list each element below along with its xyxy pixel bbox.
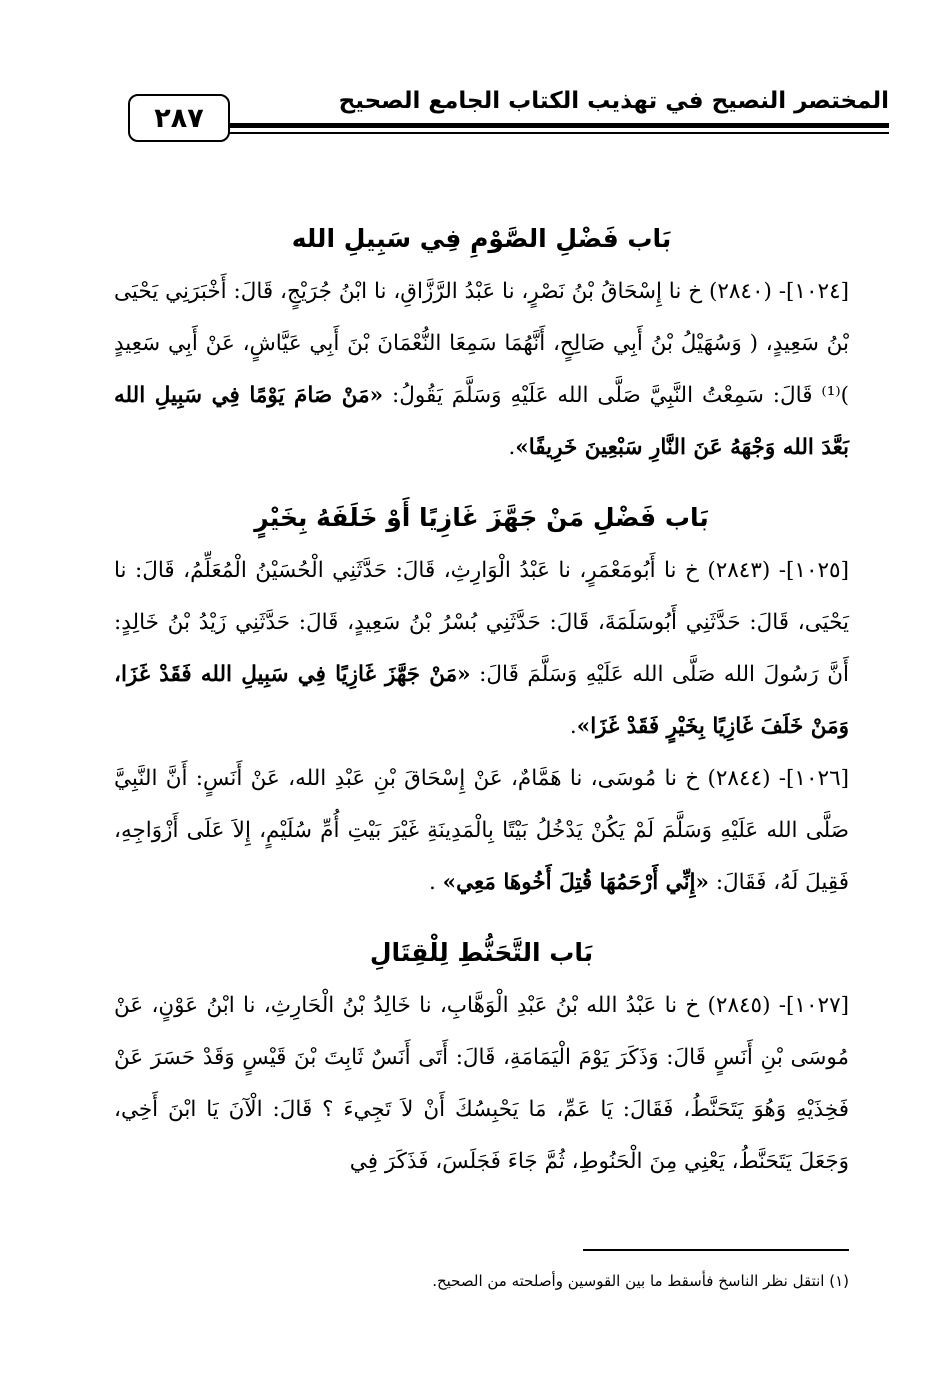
hadith-text: خ نا أَبُومَعْمَرٍ، نا عَبْدُ الْوَارِثِ، قَالَ: حَدَّثَنِي الْحُسَيْنُ الْمُعَلِّمُ، قَالَ: نا يَحْيَى، قَالَ: حَدَّثَنِي أَبُوسَلَمَةَ، قَالَ: حَدَّثَنِي بُسْرُ بْنُ سَعِيدٍ، قَالَ: حَدَّثَنِي زَيْدُ بْنُ خَالِدٍ: أَنَّ رَسُولَ الله صَلَّى الله عَلَيْهِ وَسَلَّمَ قَالَ: <box>114 558 850 687</box>
hadith-paragraph <box>114 980 849 1188</box>
hadith-number: [١٠٢٥]- (٢٨٤٣) <box>707 558 849 583</box>
running-header <box>128 82 889 152</box>
prophetic-quote: «مَنْ صَامَ يَوْمًا فِي سَبِيلِ الله بَعَّدَ الله وَجْهَهُ عَنَ النَّارِ سَبْعِينَ خَرِيفًا» <box>114 383 849 460</box>
hadith-paragraph <box>114 545 849 753</box>
hadith-text: خ نا إِسْحَاقُ بْنُ نَصْرٍ، نا عَبْدُ الرَّزَّاقِ، نا ابْنُ جُرَيْجٍ، قَالَ: أَخْبَرَنِي يَحْيَى بْنُ سَعِيدٍ، ( وَسُهَيْلُ بْنُ أَبِي صَالِحٍ، أَنَّهُمَا سَمِعَا النُّعْمَانَ بْنَ أَبِي عَيَّاشٍ، عَنْ أَبِي سَعِيدٍ )⁽¹⁾ قَالَ: سَمِعْتُ النَّبِيَّ صَلَّى الله عَلَيْهِ وَسَلَّمَ يَقُولُ: <box>114 279 849 408</box>
header-rule-thick <box>228 123 889 128</box>
hadith-paragraph <box>114 753 849 909</box>
chapter-title: بَاب فَضْلِ مَنْ جَهَّزَ غَازِيًا أَوْ خَلَفَهُ بِخَيْرٍ <box>254 503 709 532</box>
hadith-end: . <box>508 435 516 460</box>
page-body <box>114 212 849 1188</box>
footnote-rule <box>583 1249 849 1251</box>
hadith-number: [١٠٢٦]- (٢٨٤٤) <box>707 766 850 791</box>
book-title: المختصر النصيح في تهذيب الكتاب الجامع الصحيح <box>338 88 889 114</box>
page-number: ٢٨٧ <box>128 94 230 142</box>
hadith-end: . <box>569 714 577 739</box>
spacer <box>114 474 849 491</box>
hadith-number: [١٠٢٤]- (٢٨٤٠) <box>708 279 850 304</box>
hadith-text: خ نا عَبْدُ الله بْنُ عَبْدِ الْوَهَّابِ، نا خَالِدُ بْنُ الْحَارِثِ، نا ابْنُ عَوْنٍ، عَنْ مُوسَى بْنِ أَنَسٍ قَالَ: وَذَكَرَ يَوْمَ الْيَمَامَةِ، قَالَ: أَتَى أَنَسٌ ثَابِتَ بْنَ قَيْسٍ وَقَدْ حَسَرَ عَنْ فَخِذَيْهِ وَهُوَ يَتَحَنَّطُ، فَقَالَ: يَا عَمِّ، مَا يَحْبِسُكَ أَنْ لاَ تَجِيءَ ؟ قَالَ: الْآنَ يَا ابْنَ أَخِي، وَجَعَلَ يَتَحَنَّطُ، يَعْنِي مِنَ الْحَنُوطِ، ثُمَّ جَاءَ فَجَلَسَ، فَذَكَرَ فِي <box>114 993 849 1174</box>
hadith-number: [١٠٢٧]- (٢٨٤٥) <box>707 993 850 1018</box>
chapter-title: بَاب التَّحَنُّطِ لِلْقِتَالِ <box>369 938 594 967</box>
hadith-end: . <box>428 870 443 895</box>
prophetic-quote: «مَنْ جَهَّزَ غَازِيًا فِي سَبِيلِ الله فَقَدْ غَزَا، وَمَنْ خَلَفَ غَازِيًا بِخَيْرٍ فَقَدْ غَزَا» <box>114 662 849 739</box>
prophetic-quote: «إِنِّي أَرْحَمُهَا قُتِلَ أَخُوهَا مَعِي» <box>442 870 709 895</box>
chapter-title: بَاب فَضْلِ الصَّوْمِ فِي سَبِيلِ الله <box>291 224 672 253</box>
hadith-paragraph <box>114 266 849 474</box>
header-rule-thin <box>228 132 889 134</box>
hadith-text: خ نا مُوسَى، نا هَمَّامٌ، عَنْ إِسْحَاقَ بْنِ عَبْدِ الله، عَنْ أَنَسٍ: أَنَّ النَّبِيَّ صَلَّى الله عَلَيْهِ وَسَلَّمَ لَمْ يَكُنْ يَدْخُلُ بَيْتًا بِالْمَدِينَةِ غَيْرَ بَيْتِ أُمِّ سُلَيْمٍ، إِلاَ عَلَى أَزْوَاجِهِ، فَقِيلَ لَهُ، فَقَالَ: <box>114 766 849 895</box>
footnote: (١) انتقل نظر الناسخ فأسقط ما بين القوسين وأصلحته من الصحيح. <box>432 1272 849 1290</box>
spacer <box>114 909 849 926</box>
